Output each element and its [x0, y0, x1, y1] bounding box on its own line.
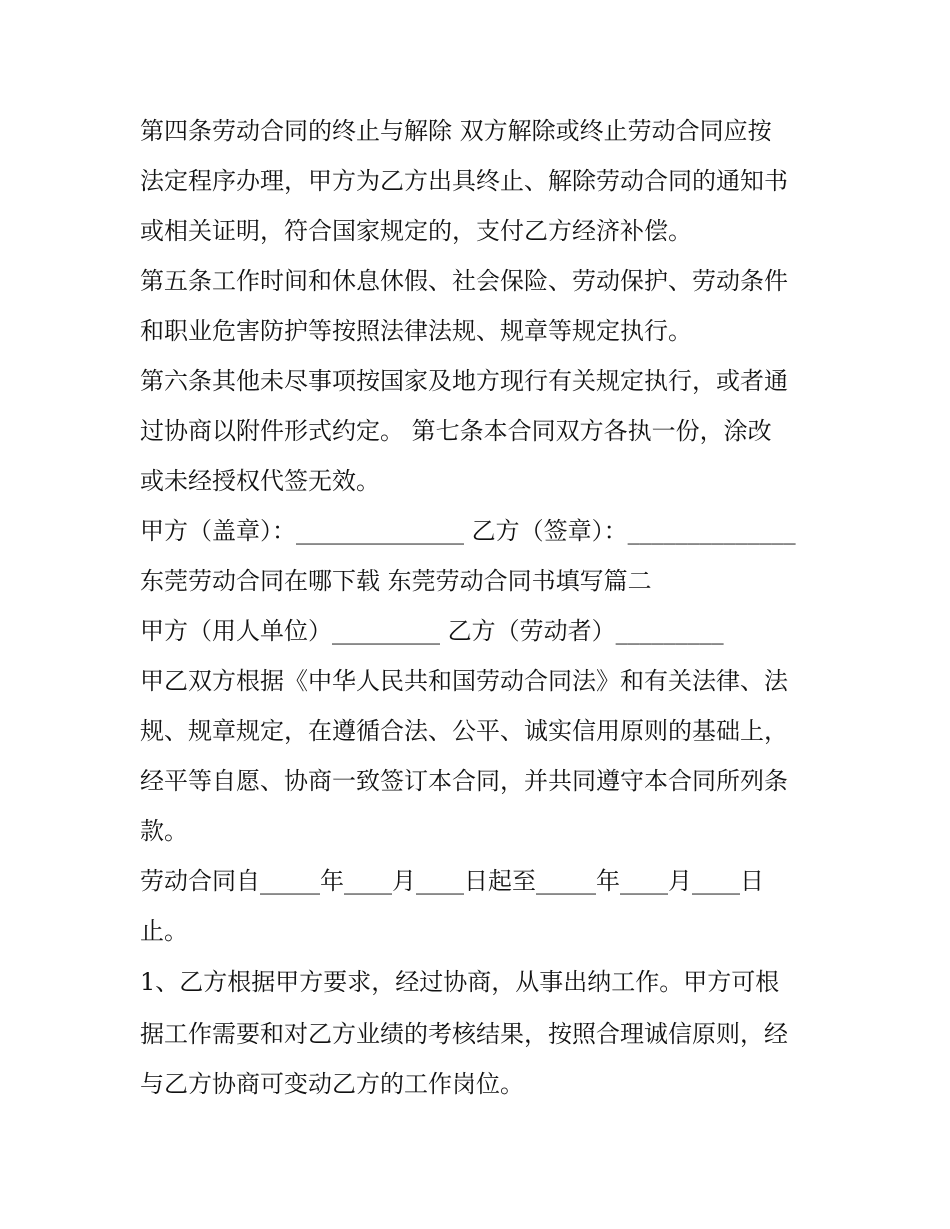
text-line: 或相关证明，符合国家规定的，支付乙方经济补偿。: [140, 217, 692, 245]
text-line: 款。: [140, 817, 188, 845]
text-line: 过协商以附件形式约定。 第七条本合同双方各执一份，涂改: [140, 417, 772, 445]
text-line: 第六条其他未尽事项按国家及地方现行有关规定执行，或者通: [140, 367, 788, 395]
term-line: 劳动合同自_____年____月____日起至_____年____月____日: [140, 867, 764, 895]
text-line: 规、规章规定，在遵循合法、公平、诚实信用原则的基础上，: [140, 717, 788, 745]
text-line: 或未经授权代签无效。: [140, 467, 380, 495]
text-line: 甲乙双方根据《中华人民共和国劳动合同法》和有关法律、法: [140, 667, 788, 695]
text-line: 法定程序办理，甲方为乙方出具终止、解除劳动合同的通知书: [140, 167, 788, 195]
text-line: 和职业危害防护等按照法律法规、规章等规定执行。: [140, 317, 692, 345]
parties-line: 甲方（用人单位）_________ 乙方（劳动者）_________: [140, 617, 724, 645]
text-line: 据工作需要和对乙方业绩的考核结果，按照合理诚信原则，经: [140, 1020, 788, 1048]
text-line: 止。: [140, 917, 188, 945]
text-line: 第五条工作时间和休息休假、社会保险、劳动保护、劳动条件: [140, 267, 788, 295]
contract-text: [140, 106, 820, 1109]
clause-line: 1、乙方根据甲方要求，经过协商，从事出纳工作。甲方可根: [140, 968, 780, 996]
text-line: 第四条劳动合同的终止与解除 双方解除或终止劳动合同应按: [140, 117, 772, 145]
section-heading: 东莞劳动合同在哪下载 东莞劳动合同书填写篇二: [140, 567, 652, 595]
text-line: 与乙方协商可变动乙方的工作岗位。: [140, 1070, 524, 1098]
text-line: 经平等自愿、协商一致签订本合同，并共同遵守本合同所列条: [140, 767, 788, 795]
signature-line: 甲方（盖章）：______________ 乙方（签章）：______________: [140, 517, 796, 545]
